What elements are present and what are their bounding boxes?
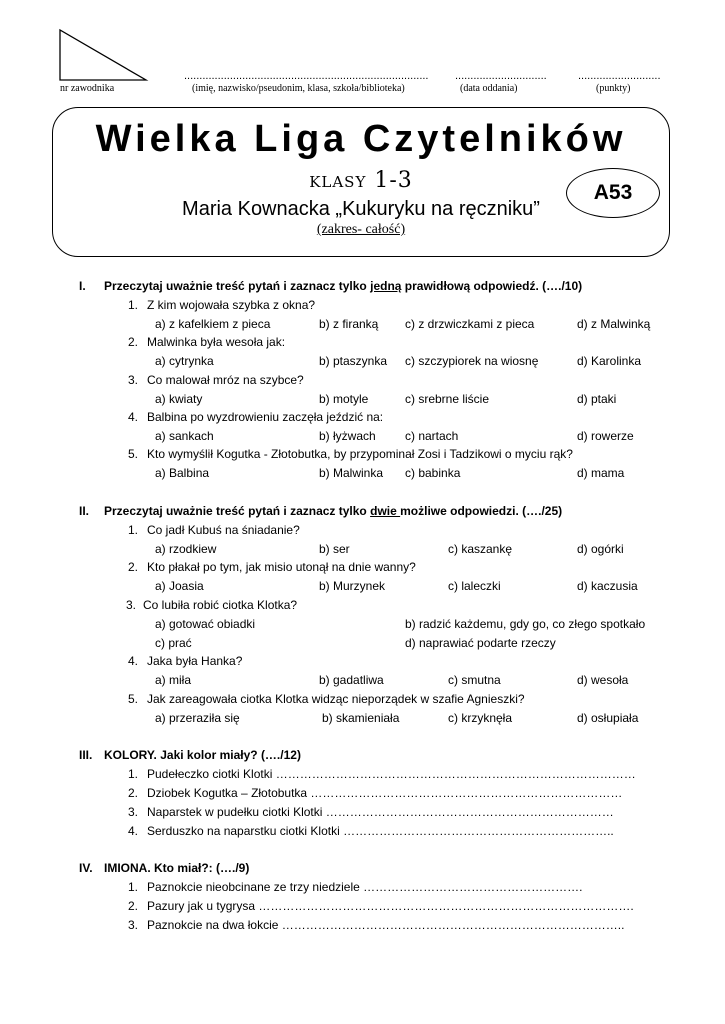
instruction-text: możliwe odpowiedzi. (…./25) xyxy=(400,504,563,518)
question-number: 2. xyxy=(128,335,139,349)
answer-option[interactable]: d) osłupiała xyxy=(577,711,639,725)
answer-option[interactable]: c) nartach xyxy=(405,429,459,443)
answer-option[interactable]: b) gadatliwa xyxy=(319,673,384,687)
answer-option[interactable]: b) Murzynek xyxy=(319,579,386,593)
answer-option[interactable]: a) przeraziła się xyxy=(155,711,240,725)
test-code-badge xyxy=(566,168,660,218)
answer-option[interactable]: d) mama xyxy=(577,466,625,480)
section-number: I. xyxy=(79,279,86,293)
fill-in-item[interactable]: Dziobek Kogutka – Złotobutka …………………………………………………………………… xyxy=(147,786,623,800)
section-number: II. xyxy=(79,504,90,518)
label-number: nr zawodnika xyxy=(60,83,115,94)
answer-option[interactable]: d) wesoła xyxy=(577,673,629,687)
item-number: 3. xyxy=(128,805,139,819)
answer-option[interactable]: d) z Malwinką xyxy=(577,317,651,331)
scope-note: (zakres- całość) xyxy=(316,222,406,237)
name-field-dots[interactable]: ................................................................................ xyxy=(184,70,429,82)
item-number: 3. xyxy=(128,918,139,932)
answer-option[interactable]: a) miła xyxy=(155,673,192,687)
answer-option[interactable]: c) kaszankę xyxy=(448,542,513,556)
fill-in-item[interactable]: Pazury jak u tygrysa …………………………………………………………………………………. xyxy=(147,899,634,913)
section-title: IMIONA. Kto miał?: (…./9) xyxy=(104,861,250,875)
answer-option[interactable]: d) rowerze xyxy=(577,429,634,443)
answer-option[interactable]: c) laleczki xyxy=(448,579,501,593)
answer-option[interactable]: b) radzić każdemu, gdy go, co złego spotkało xyxy=(405,617,646,631)
grades-subtitle: klasy 1-3 xyxy=(309,168,413,193)
answer-option[interactable]: b) skamieniała xyxy=(322,711,400,725)
section-instruction xyxy=(104,504,562,518)
answer-option[interactable]: d) ogórki xyxy=(577,542,624,556)
answer-option[interactable]: d) ptaki xyxy=(577,392,617,406)
answer-option[interactable]: d) naprawiać podarte rzeczy xyxy=(405,636,556,650)
label-name: (imię, nazwisko/pseudonim, klasa, szkoła/biblioteka) xyxy=(192,83,405,94)
answer-option[interactable]: a) Balbina xyxy=(155,466,210,480)
answer-option[interactable]: c) szczypiorek na wiosnę xyxy=(405,354,539,368)
answer-option[interactable]: a) rzodkiew xyxy=(155,542,217,556)
question-number: 5. xyxy=(128,692,139,706)
answer-option[interactable]: c) z drzwiczkami z pieca xyxy=(405,317,535,331)
answer-option[interactable]: b) ser xyxy=(319,542,350,556)
answer-option[interactable]: a) Joasia xyxy=(155,579,204,593)
question-number: 3. xyxy=(126,598,137,612)
question-number: 4. xyxy=(128,654,139,668)
fill-in-item[interactable]: Paznokcie na dwa łokcie ………………………………………………………………………….. xyxy=(147,918,625,932)
question-text: Co jadł Kubuś na śniadanie? xyxy=(147,523,300,537)
answer-option[interactable]: b) motyle xyxy=(319,392,369,406)
question-number: 1. xyxy=(128,523,139,537)
question-text: Co malował mróz na szybce? xyxy=(147,373,304,387)
question-number: 5. xyxy=(128,447,139,461)
question-text: Jak zareagowała ciotka Klotka widząc nieporządek w szafie Agnieszki? xyxy=(147,692,525,706)
answer-option[interactable]: a) z kafelkiem z pieca xyxy=(155,317,271,331)
question-text: Co lubiła robić ciotka Klotka? xyxy=(143,598,298,612)
answer-option[interactable]: a) sankach xyxy=(155,429,214,443)
question-text: Jaka była Hanka? xyxy=(147,654,243,668)
instruction-text: Przeczytaj uważnie treść pytań i zaznacz tylko xyxy=(104,279,371,293)
answer-option[interactable]: d) kaczusia xyxy=(577,579,638,593)
answer-option[interactable]: a) gotować obiadki xyxy=(155,617,256,631)
section-number: IV. xyxy=(79,861,93,875)
page-title: Wielka Liga Czytelników xyxy=(95,118,627,160)
book-title: Maria Kownacka „Kukuryku na ręczniku” xyxy=(182,198,540,220)
answer-option[interactable]: b) z firanką xyxy=(319,317,379,331)
item-number: 1. xyxy=(128,880,139,894)
question-text: Malwinka była wesoła jak: xyxy=(147,335,286,349)
question-text: Balbina po wyzdrowieniu zaczęła jeździć na: xyxy=(147,410,384,424)
question-text: Kto płakał po tym, jak misio utonął na dnie wanny? xyxy=(147,560,416,574)
answer-option[interactable]: b) Malwinka xyxy=(319,466,384,480)
answer-option[interactable]: b) ptaszynka xyxy=(319,354,388,368)
test-code: A53 xyxy=(593,181,633,204)
fill-in-item[interactable]: Paznokcie nieobcinane ze trzy niedziele ………………………………………………. xyxy=(147,880,583,894)
instruction-emphasis: jedną xyxy=(370,279,402,293)
question-text: Z kim wojowała szybka z okna? xyxy=(147,298,316,312)
section-number: III. xyxy=(79,748,93,762)
question-number: 4. xyxy=(128,410,139,424)
instruction-text: prawidłową odpowiedź. (…./10) xyxy=(401,279,583,293)
label-points: (punkty) xyxy=(596,83,631,94)
section-title: KOLORY. Jaki kolor miały? (…./12) xyxy=(104,748,301,762)
answer-option[interactable]: c) srebrne liście xyxy=(405,392,490,406)
points-field-dots[interactable]: ........................... xyxy=(578,70,661,82)
answer-option[interactable]: a) cytrynka xyxy=(155,354,214,368)
instruction-emphasis: dwie xyxy=(370,504,401,518)
label-date: (data oddania) xyxy=(460,83,518,94)
question-number: 1. xyxy=(128,298,139,312)
question-text: Kto wymyślił Kogutka - Złotobutka, by przypominał Zosi i Tadzikowi o myciu rąk? xyxy=(147,447,573,461)
answer-option[interactable]: c) prać xyxy=(155,636,192,650)
question-number: 2. xyxy=(128,560,139,574)
question-number: 3. xyxy=(128,373,139,387)
answer-option[interactable]: a) kwiaty xyxy=(155,392,203,406)
item-number: 2. xyxy=(128,899,139,913)
fill-in-item[interactable]: Pudełeczko ciotki Klotki ……………………………………………………………………………… xyxy=(147,767,636,781)
answer-option[interactable]: d) Karolinka xyxy=(577,354,642,368)
date-field-dots[interactable]: .............................. xyxy=(455,70,547,82)
answer-option[interactable]: c) babinka xyxy=(405,466,461,480)
fill-in-item[interactable]: Naparstek w pudełku ciotki Klotki ……………………………………………………………… xyxy=(147,805,614,819)
fill-in-item[interactable]: Serduszko na naparstku ciotki Klotki ………………………………………………………….. xyxy=(147,824,614,838)
item-number: 2. xyxy=(128,786,139,800)
instruction-text: Przeczytaj uważnie treść pytań i zaznacz tylko xyxy=(104,504,371,518)
triangle-box xyxy=(58,28,150,82)
answer-option[interactable]: c) smutna xyxy=(448,673,501,687)
section-instruction xyxy=(104,279,582,293)
item-number: 1. xyxy=(128,767,139,781)
answer-option[interactable]: b) łyżwach xyxy=(319,429,376,443)
item-number: 4. xyxy=(128,824,139,838)
answer-option[interactable]: c) krzyknęła xyxy=(448,711,513,725)
